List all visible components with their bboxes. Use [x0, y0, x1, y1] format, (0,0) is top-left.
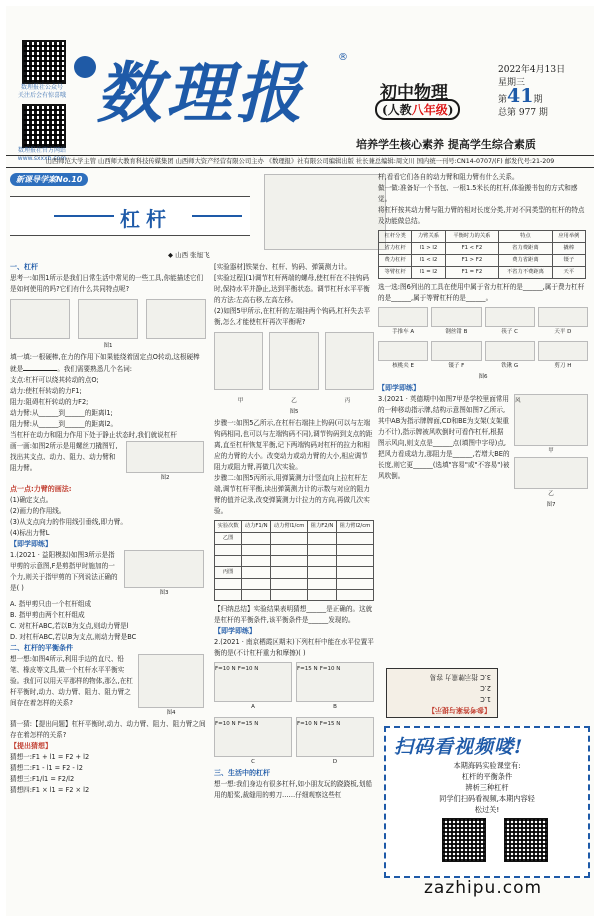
ex2-option-c[interactable]: [214, 717, 292, 768]
hammer-figure: [78, 299, 138, 339]
term-item: 动力臂:从______到______的距离l1;: [10, 409, 113, 417]
ex2-option-d[interactable]: [296, 717, 374, 768]
scan-line: 本期海码实验课堂有:: [453, 761, 521, 770]
qr-caption-line: 数理报社公众号: [20, 84, 63, 91]
tool-label: [431, 327, 481, 338]
figure-label: 乙: [548, 491, 554, 497]
option-item[interactable]: C. 对杠杆ABC,若以B为支点,则动力臂是l: [10, 622, 129, 630]
wind-label: 风: [515, 398, 521, 404]
hypothesis-item: 猜想四:F1 × l1 = F2 × l2: [10, 786, 90, 794]
section-heading: 一、杠杆: [10, 263, 38, 271]
qr-code-icon[interactable]: [22, 104, 66, 148]
table-cell: 费力省距离: [499, 255, 553, 267]
issue-weekday: 星期三: [498, 78, 526, 88]
question: 3.(2021 · 英德期中)如图7甲是学校里面常用的一种移动指示牌,结构示意图如图7乙所示,其中AB为指示牌牌面,CD和BE为支架(支架重力不计),指示牌被风吹倒时可看作杠杆,根据图示风向,则支点是______点(填图中字母)点,把风力看成动力,那阻力是______,若增大BE的长度,则它更______(选填"容易"或"不容易")被风吹倒。: [378, 395, 510, 480]
tool-figure: [431, 341, 481, 361]
table-cell: 省力费距离: [499, 243, 553, 255]
paragraph: [10, 352, 206, 375]
answer-line: 2.C: [480, 684, 491, 692]
table-header: 平衡时力的关系: [445, 231, 499, 243]
section-heading: 三、生活中的杠杆: [214, 769, 270, 777]
balance-option-figure: [296, 662, 374, 702]
figure-7-block: [378, 394, 588, 511]
figure-4: [138, 654, 204, 719]
table-row: [379, 267, 586, 279]
tool-label: [378, 327, 428, 338]
hypothesis-item: 猜想二:F1 - l1 = F2 - l2: [10, 764, 83, 772]
watermark: zazhipu.com: [424, 878, 543, 898]
tool-figure: [485, 341, 535, 361]
nail-clipper-figure: [124, 550, 204, 588]
tool-figure: [538, 307, 588, 327]
scan-line: 同学们扫码看视频,本期内容轻: [439, 794, 535, 803]
edition-grade: 八年级: [411, 103, 448, 117]
term-item: 阻力:阻碍杠杆转动的力F2;: [10, 398, 89, 406]
edition-pre: (人教: [382, 103, 412, 117]
table-row: [215, 567, 374, 579]
force-label: F=10 N: [319, 666, 341, 672]
steps-heading: 点一点:力臂的画法:: [10, 485, 72, 493]
balance-option-figure: [214, 662, 292, 702]
table-cell: F1 < F2: [445, 243, 499, 255]
table-header: 阻力臂l2/cm: [336, 521, 373, 533]
force-label: F=15 N: [297, 666, 318, 672]
tool-letter: H: [567, 363, 572, 369]
paragraph: (2)如图5甲所示,在杠杆的左端挂两个钩码,杠杆失去平衡,怎么才能使杠杆再次平衡呢?: [214, 307, 371, 326]
scan-video-box: [384, 726, 590, 878]
table-cell: 天平: [552, 267, 585, 279]
paragraph: 杆,看看它们各自的动力臂和阻力臂有什么关系。: [378, 173, 519, 181]
paragraph: 猜一猜:【提出问题】杠杆平衡时,动力、动力臂、阻力、阻力臂之间存在着怎样的关系?: [10, 720, 206, 739]
table-row: [379, 255, 586, 267]
tool-figure: [431, 307, 481, 327]
paragraph: 步骤二:如图5丙所示,用弹簧测力计竖直向上拉杠杆左端,调节杠杆平衡,读出弹簧测力计的示数与对应的阻力臂的值并记录,改变弹簧测力计拉力的方向,再做几次实验。: [214, 474, 370, 515]
lever-figure-c: [325, 332, 374, 390]
term-item: 动力:使杠杆转动的力F1;: [10, 387, 82, 395]
force-label: F=10 N: [215, 666, 236, 672]
table-header: 应用举例: [552, 231, 585, 243]
issue-value: 41: [507, 85, 534, 107]
table-cell: l1 < l2: [412, 255, 445, 267]
option-label: B: [333, 704, 337, 710]
paragraph: 想一想:我们身边有很多杠杆,如小朋友玩的跷跷板,划船用的船桨,裁缝用的剪刀……仔细观察这些杠: [214, 780, 373, 799]
slogan: 培养学生核心素养 提高学生综合素质: [356, 138, 536, 151]
section-heading: 二、杠杆的平衡条件: [10, 644, 73, 652]
figure-label: 乙: [291, 398, 297, 404]
reading-person-illustration: [264, 174, 386, 250]
table-cell: [215, 556, 242, 567]
lever-figure-b: [269, 332, 318, 390]
table-cell: 费力杠杆: [379, 255, 412, 267]
figure-5-labels: [214, 396, 374, 407]
lever-figure-a: [214, 332, 263, 390]
paragraph: 思考一:如图1所示是我们日常生活中常见的一些工具,你能描述它们是如何使用的吗?它们有什么共同特点呢?: [10, 274, 204, 293]
table-row: [215, 579, 374, 590]
issue-date: 2022年4月13日: [498, 65, 566, 75]
arrow-left-icon: [54, 215, 114, 217]
topic-banner: [10, 196, 250, 236]
brand-logo-icon: [74, 56, 96, 78]
option-label: D: [332, 759, 338, 765]
table-cell: 省力杠杆: [379, 243, 412, 255]
figure-caption: 图2: [160, 475, 170, 481]
table-cell: 等臂杠杆: [379, 267, 412, 279]
force-label: F=15 N: [319, 721, 341, 727]
figure-3-block: [10, 550, 206, 599]
tool-name: 铁锹: [501, 363, 513, 369]
table-cell: [215, 579, 242, 590]
table-header: 杠杆分类: [379, 231, 412, 243]
scan-line: 松过关!: [474, 805, 500, 814]
table-row: [215, 556, 374, 567]
qr-code-icon[interactable]: [504, 818, 548, 862]
table-cell: 不省力不费距离: [499, 267, 553, 279]
table-cell: F1 = F2: [445, 267, 499, 279]
qr-code-icon[interactable]: [22, 40, 66, 84]
arrow-right-icon: [192, 215, 242, 217]
ruler-pencil-figure: [138, 654, 204, 708]
figure-caption: 图6: [478, 374, 488, 380]
scissors-figure: [146, 299, 206, 339]
answer-blank[interactable]: [23, 363, 57, 371]
paragraph: 做一做:准备好一个书包、一根1.5米长的杠杆,体验搬书包的方式和感觉。: [378, 184, 578, 203]
tool-figure: [538, 341, 588, 361]
force-label: F=15 N: [237, 721, 259, 727]
exercise-heading: 【即学即练】: [378, 384, 420, 392]
balance-option-figure: [214, 717, 292, 757]
table-row: [215, 590, 374, 601]
figure-3: [124, 550, 204, 599]
paragraph: 【归纳总结】实验结果表明猜想______是正确的。这就是杠杆的平衡条件,该平衡条件是______发现的。: [214, 605, 373, 624]
tool-letter: B: [463, 329, 468, 335]
edition-badge: [375, 99, 460, 120]
paragraph: 当杠杆在动力和阻力作用下处于静止状态时,我们就说杠杆: [10, 431, 177, 439]
hypothesis-item: 猜想一:F1 + l1 = F2 + l2: [10, 753, 90, 761]
question: 2.(2021 · 南京栖霞区期末)下列杠杆中能在水平位置平衡的是(不计杠杆重力和摩擦)( ): [214, 638, 374, 657]
tool-figure: [378, 341, 428, 361]
term-item: 阻力臂:从______到______的距离l2。: [10, 420, 118, 428]
tool-name: 天平: [554, 329, 566, 335]
option-item[interactable]: A. 指甲剪只由一个杠杆组成: [10, 600, 92, 608]
figure-2-block: [10, 441, 206, 484]
series-badge: 新课导学案No.10: [10, 173, 88, 186]
answer-box: [386, 668, 498, 718]
table-cell: 撬棒: [552, 243, 585, 255]
fill-text: 填一填:一根硬棒,在力的作用下如果能绕着固定点O转动,这根硬棒就是: [10, 353, 200, 373]
paragraph: 步骤一:如图5乙所示,在杠杆右端挂上钩码(可以与左端钩码相同,也可以与左端钩码不同),调节钩码到支点的距离,直至杠杆恢复平衡,记下两端钩码对杠杆的拉力和相应的力臂的大小。改变动力或动力臂的大小,相应调节阻力或阻力臂,再做几次实验。: [214, 419, 373, 471]
edition-post: ): [447, 103, 454, 117]
tool-label: [485, 327, 535, 338]
paragraph: 将杠杆按其动力臂与阻力臂的相对长度分类,并对不同类型的杠杆的特点及功能做总结。: [378, 206, 585, 225]
figure-caption: 图7: [546, 502, 556, 508]
question: 选一选:图6列出的工具在使用中属于省力杠杆的是______,属于费力杠杆的是______,属于等臂杠杆的是______。: [378, 283, 585, 302]
topic-title: 杠杆: [120, 207, 172, 231]
hypothesis-heading: 【提出猜想】: [10, 742, 52, 750]
experiment-table: [214, 520, 374, 601]
ex2-option-b[interactable]: [296, 662, 374, 713]
brand-title: 数理报: [96, 54, 306, 132]
table-header: 实验次数: [215, 521, 242, 533]
figure-5: [214, 332, 374, 396]
tool-label: [431, 361, 481, 372]
tool-item: [538, 307, 588, 338]
answer-line: 1.C: [480, 695, 491, 703]
tool-item: [431, 341, 481, 372]
figure-7: [514, 394, 588, 511]
lever-types-table: [378, 230, 586, 279]
term-item: 支点:杠杆可以绕其转动的点O;: [10, 376, 99, 384]
figure-6: [378, 307, 588, 372]
tool-item: [538, 341, 588, 372]
issue-label: 第: [498, 95, 508, 105]
figure-label: 丙: [344, 398, 351, 404]
paragraph: 想一想:如图4所示,利用手边的直尺、铅笔、橡皮等文具,做一个杠杆水平平衡实验。我们可以用天平那样的物体,那么,在杠杆平衡时,动力、动力臂、阻力、阻力臂之间存在着怎样的关系?: [10, 655, 133, 707]
issue-label: 期: [533, 95, 543, 105]
answer-heading: 【参考答案与提示】: [428, 706, 491, 714]
answer-line: 3.C 指示牌重力 容易: [429, 673, 491, 681]
author-byline: ◆ 山西 张旭飞: [168, 251, 210, 259]
tool-letter: E: [410, 363, 414, 369]
table-cell: 丙图: [215, 567, 242, 579]
figure-caption: 图5: [289, 409, 299, 415]
table-row: [379, 243, 586, 255]
tool-name: 钢丝钳: [445, 329, 462, 335]
column-2: [214, 262, 374, 801]
tool-figure: [378, 307, 428, 327]
tool-label: [538, 361, 588, 372]
tool-figure: [485, 307, 535, 327]
question: 1.(2021 · 益阳模拟)如图3所示是指甲剪的示意图,F是剪指甲时施加的一个力,则关于指甲剪的下列说法正确的是( ): [10, 551, 118, 592]
exercise-heading: 【即学即练】: [214, 627, 256, 635]
step-item: (1)确定支点。: [10, 496, 53, 504]
figure-caption: 图3: [159, 590, 169, 596]
figure-label: 甲: [548, 448, 554, 454]
table-header: 力臂关系: [412, 231, 445, 243]
figure-2: [126, 441, 204, 484]
issue-date-box: [498, 64, 588, 120]
sign-board-figure-b: [514, 457, 588, 489]
tool-label: [538, 327, 588, 338]
force-label: F=10 N: [215, 721, 236, 727]
screwdriver-figure: [126, 441, 204, 473]
tool-name: 剪刀: [554, 363, 566, 369]
figure-caption: 图1: [103, 343, 113, 349]
scan-title: 扫码看视频喽!: [394, 736, 524, 758]
tool-name: 筷子: [501, 329, 513, 335]
option-item[interactable]: D. 对杠杆ABC,若以B为支点,则动力臂是BC: [10, 633, 137, 641]
fill-text: 。我们需要熟悉几个名词:: [57, 365, 132, 373]
ex2-options: [214, 662, 374, 768]
answer-content: [387, 669, 497, 717]
tool-item: [378, 307, 428, 338]
table-cell: 镊子: [552, 255, 585, 267]
publisher-info-bar: 山西师范大学主管 山西师大教育科技传媒集团 山西师大资产经营有限公司主办 《数理报》社有限公司编辑出版 社长兼总编辑:周文川 国内统一刊号:CN14-0707/(F) 邮发代号:21-209: [6, 155, 594, 168]
step-item: (3)从支点向力的作用线引垂线,即力臂。: [10, 518, 127, 526]
tool-name: 镊子: [448, 363, 460, 369]
table-header: 动力臂l1/cm: [271, 521, 308, 533]
tool-item: [485, 307, 535, 338]
force-label: F=10 N: [237, 666, 259, 672]
tool-name: 核桃夹: [392, 363, 409, 369]
issue-number: [498, 85, 588, 107]
table-cell: l1 = l2: [412, 267, 445, 279]
figure-caption: 图4: [166, 710, 176, 716]
ex2-option-a[interactable]: [214, 662, 292, 713]
paragraph: [实验过程](1)调节杠杆两端的螺母,使杠杆在不挂钩码时,保持水平并静止,达到平衡状态。调节杠杆水平平衡的方法:左高右移,左高左移。: [214, 274, 370, 304]
table-cell: [215, 545, 242, 556]
tool-name: 手推车: [392, 329, 409, 335]
paragraph: [实验器材]铁架台、杠杆、钩码、弹簧测力计。: [214, 263, 352, 271]
tool-item: [485, 341, 535, 372]
option-label: C: [251, 759, 255, 765]
paragraph: 画一画:如图2所示是用螺丝刀撬图钉,找出其支点、动力、阻力、动力臂和阻力臂。: [10, 442, 118, 472]
force-label: F=10 N: [297, 721, 318, 727]
table-row: [215, 545, 374, 556]
tool-letter: C: [514, 329, 518, 335]
step-item: (4)标出力臂L: [10, 529, 50, 537]
qr-caption-line: 数理报社官方网站: [17, 147, 66, 154]
table-cell: l1 > l2: [412, 243, 445, 255]
qr-code-icon[interactable]: [442, 818, 486, 862]
qr-caption-line: 关注后会有惊喜哦: [17, 92, 66, 99]
tool-item: [378, 341, 428, 372]
tool-letter: A: [410, 329, 415, 335]
tool-item: [431, 307, 481, 338]
tool-letter: D: [567, 329, 572, 335]
subject-grade: 初中物理: [380, 83, 448, 103]
table-header: 阻力F2/N: [308, 521, 337, 533]
exercise-heading: 【即学即练】: [10, 540, 52, 548]
tool-letter: F: [461, 363, 465, 369]
tool-label: [485, 361, 535, 372]
hypothesis-item: 猜想三:F1/l1 = F2/l2: [10, 775, 75, 783]
qr-caption-line: www.sxxxb.com: [17, 155, 67, 162]
scan-line: 辨析三种杠杆: [465, 783, 509, 792]
table-cell: F1 > F2: [445, 255, 499, 267]
scale-figure: [10, 299, 70, 339]
qr-caption-1: [12, 84, 72, 100]
option-label: A: [251, 704, 255, 710]
figure-label: 甲: [237, 398, 244, 404]
registered-mark: ®: [338, 52, 348, 63]
tool-label: [378, 361, 428, 372]
table-header: 特点: [499, 231, 553, 243]
option-item[interactable]: B. 指甲剪由两个杠杆组成: [10, 611, 85, 619]
figure-4-block: [10, 654, 206, 719]
table-cell: 乙图: [215, 533, 242, 545]
table-row: [215, 533, 374, 545]
sign-board-figure-a: [514, 394, 588, 446]
balance-option-figure: [296, 717, 374, 757]
table-cell: [215, 590, 242, 601]
table-header: 动力F1/N: [242, 521, 271, 533]
scan-text: [390, 760, 584, 815]
tool-letter: G: [513, 363, 519, 369]
scan-line: 杠杆的平衡条件: [461, 772, 513, 781]
column-3: [378, 172, 588, 511]
column-1: [10, 262, 206, 796]
step-item: (2)画力的作用线。: [10, 507, 66, 515]
figure-1: [10, 299, 206, 339]
total-issue: 总第 977 期: [498, 108, 548, 118]
